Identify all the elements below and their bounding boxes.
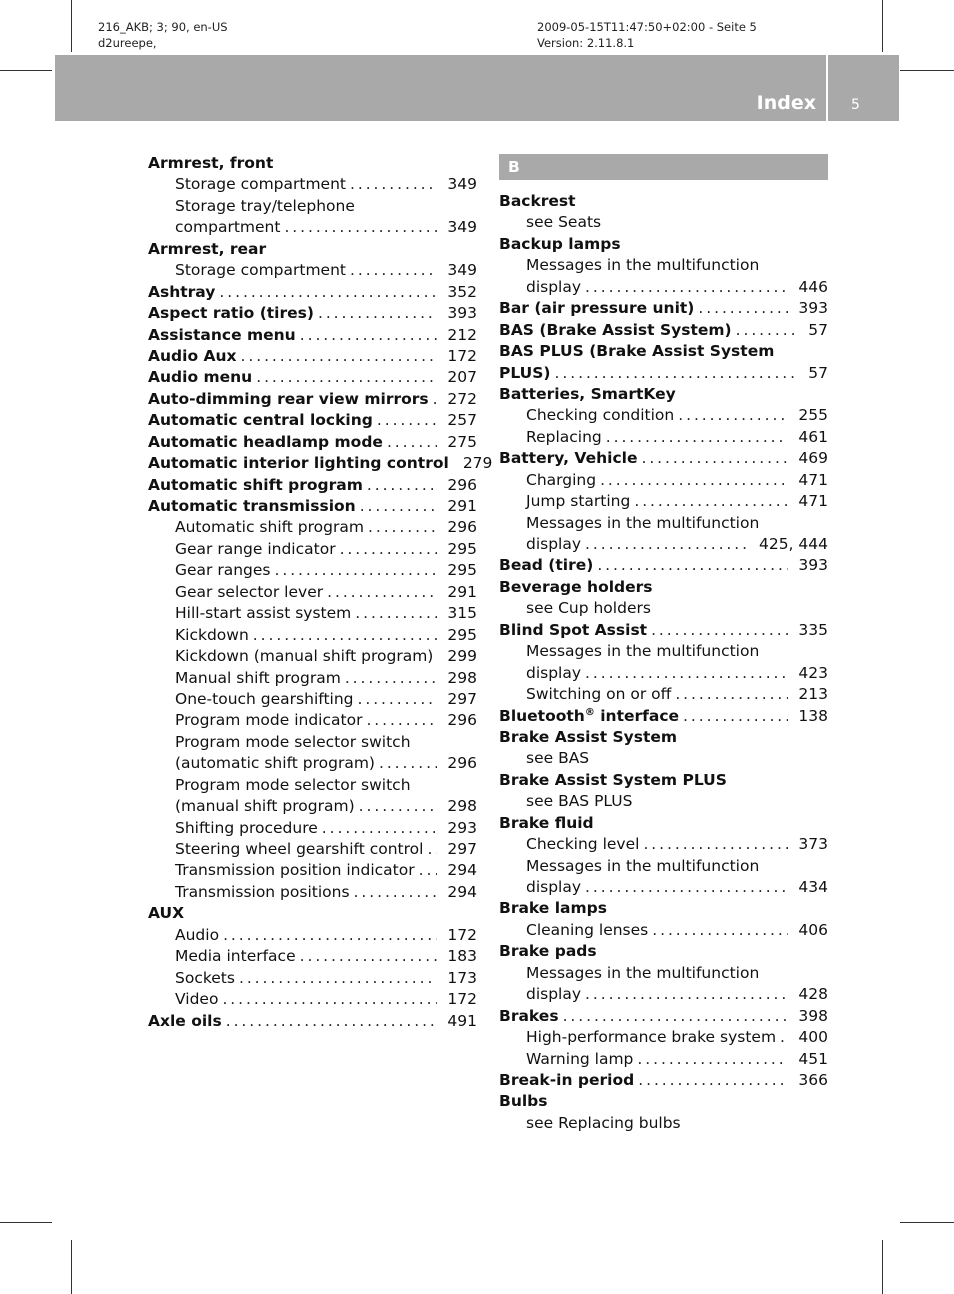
page-reference: 172 (447, 346, 477, 365)
index-subentry (148, 668, 477, 689)
page-reference: 173 (447, 968, 477, 987)
page-reference: 393 (798, 299, 828, 318)
page-reference: 295 (447, 561, 477, 580)
index-column-left (148, 153, 493, 1032)
page-reference: 213 (798, 685, 828, 704)
dot-leader (651, 620, 788, 641)
page-reference: 298 (447, 797, 477, 816)
dot-leader (585, 534, 749, 555)
crop-mark (882, 1240, 883, 1294)
entry-term: Automatic shift program (148, 475, 363, 494)
index-subentry (148, 689, 477, 710)
page-reference: 349 (447, 261, 477, 280)
dot-leader (563, 1006, 789, 1027)
index-subentry (148, 968, 477, 989)
index-subentry (499, 470, 828, 491)
page-reference: 296 (447, 711, 477, 730)
dot-leader (275, 560, 438, 581)
entry-term: Checking condition (526, 406, 675, 425)
crop-mark (900, 70, 954, 71)
index-subentry (148, 946, 477, 967)
entry-term: High-performance brake system (526, 1028, 777, 1047)
page-reference: 291 (447, 582, 477, 601)
index-subentry (148, 603, 477, 624)
index-entry: Armrest, front (148, 154, 274, 172)
page-reference: 57 (808, 363, 828, 382)
entry-term: Storage compartment (175, 261, 346, 280)
index-subentry: Messages in the multifunction (526, 513, 760, 532)
index-entry: Batteries, SmartKey (499, 384, 676, 403)
dot-leader (368, 517, 437, 538)
page-reference: 296 (447, 475, 477, 494)
index-subentry (148, 217, 477, 238)
entry-term: Automatic headlamp mode (148, 432, 383, 451)
dot-leader (241, 346, 438, 367)
index-subentry (499, 984, 828, 1005)
entry-term: Transmission position indicator (175, 861, 415, 880)
crop-mark (882, 0, 883, 52)
index-subentry: Messages in the multifunction (526, 963, 760, 982)
page-reference: 461 (798, 427, 828, 446)
index-entry (148, 496, 477, 517)
index-subentry: Program mode selector switch (175, 775, 411, 794)
dot-leader (222, 989, 437, 1010)
entry-term: Checking level (526, 835, 640, 854)
index-entry: Armrest, rear (148, 239, 267, 258)
page-reference: 172 (447, 990, 477, 1009)
entry-term: Automatic shift program (175, 518, 364, 537)
index-subentry: Storage tray/telephone (175, 196, 355, 215)
entry-term-part: interface (594, 706, 680, 725)
print-meta-right (537, 19, 757, 51)
dot-leader (318, 303, 437, 324)
index-subentry: Messages in the multifunction (526, 256, 760, 275)
dot-leader (360, 496, 438, 517)
index-entry: Brake Assist System (499, 727, 678, 746)
crop-mark (0, 70, 52, 71)
page-reference: 423 (798, 663, 828, 682)
index-subentry (148, 517, 477, 538)
entry-term: Axle oils (148, 1011, 222, 1030)
index-entry: Brake fluid (499, 813, 594, 832)
dot-leader (367, 475, 438, 496)
entry-term: Brakes (499, 1006, 559, 1025)
page-reference: 293 (447, 818, 477, 837)
crop-mark (71, 0, 72, 52)
page-reference: 471 (798, 492, 828, 511)
dot-leader (327, 582, 437, 603)
entry-term: Gear selector lever (175, 582, 324, 601)
index-subentry (499, 834, 828, 855)
page-number: 5 (851, 97, 860, 113)
entry-term: display (526, 985, 582, 1004)
entry-term: display (526, 663, 582, 682)
dot-leader (698, 298, 788, 319)
entry-term: display (526, 277, 582, 296)
entry-term: Switching on or off (526, 685, 672, 704)
page-reference: 469 (798, 449, 828, 468)
index-entry: Brake pads (499, 942, 597, 961)
page-reference: 425, 444 (758, 535, 828, 553)
entry-term: Warning lamp (526, 1049, 634, 1068)
index-subentry (499, 877, 828, 898)
page-reference: 138 (798, 706, 828, 725)
entry-term: Media interface (175, 947, 296, 966)
meta-line: 216_AKB; 3; 90, en-US (98, 20, 228, 34)
entry-term: Auto-dimming rear view mirrors (148, 389, 429, 408)
index-subentry (148, 560, 477, 581)
index-subentry (148, 582, 477, 603)
entry-term: Jump starting (526, 492, 631, 511)
page-reference: 294 (447, 861, 477, 880)
entry-term: Steering wheel gearshift control (175, 840, 424, 858)
index-subentry (499, 427, 828, 448)
crop-mark (71, 1240, 72, 1294)
entry-term: Kickdown (manual shift program) (175, 647, 434, 666)
index-entry: BAS PLUS (Brake Assist System (499, 342, 775, 361)
dot-leader (355, 603, 437, 624)
meta-line: 2009-05-15T11:47:50+02:00 - Seite 5 (537, 20, 757, 34)
entry-term: Gear range indicator (175, 539, 336, 558)
index-subentry (499, 1049, 828, 1070)
entry-term: Automatic central locking (148, 411, 373, 430)
page-reference: 291 (447, 497, 477, 515)
index-entry (148, 432, 477, 453)
entry-term: PLUS) (499, 363, 551, 382)
dot-leader (219, 282, 437, 303)
index-subentry (148, 753, 477, 774)
index-entry (148, 303, 477, 324)
index-subentry (499, 684, 828, 705)
entry-term: Cleaning lenses (526, 920, 649, 939)
entry-term: Bar (air pressure unit) (499, 299, 695, 318)
index-subentry (148, 818, 477, 839)
index-entry (499, 555, 828, 576)
entry-term: Blind Spot Assist (499, 620, 648, 639)
index-subentry: see Cup holders (526, 599, 651, 618)
page-reference: 400 (798, 1028, 828, 1047)
index-entry: Backrest (499, 192, 576, 210)
index-entry (148, 410, 477, 431)
page-reference: 335 (798, 620, 828, 639)
index-entry: Brake lamps (499, 899, 607, 918)
index-subentry: see Replacing bulbs (526, 1113, 681, 1132)
page-reference: 352 (447, 282, 477, 301)
index-entry (148, 367, 477, 388)
dot-leader (358, 689, 438, 710)
entry-term: Transmission positions (175, 882, 350, 901)
entry-term: Automatic interior lighting control (148, 454, 449, 473)
index-entries (499, 191, 828, 1134)
index-subentry: see Seats (526, 213, 602, 232)
index-entry (148, 325, 477, 346)
dot-leader (322, 818, 438, 839)
dot-leader (239, 968, 437, 989)
meta-line: d2ureepe, (98, 36, 157, 50)
entry-term: Sockets (175, 968, 235, 987)
dot-leader (637, 1049, 788, 1070)
index-entry (499, 706, 828, 727)
entry-term: display (526, 878, 582, 896)
page-reference: 393 (447, 304, 477, 323)
dot-leader (419, 860, 438, 881)
dot-leader (597, 555, 788, 576)
page-reference: 295 (447, 625, 477, 644)
page-reference: 172 (447, 925, 477, 944)
dot-leader (638, 1070, 788, 1091)
page-reference: 315 (447, 604, 477, 623)
dot-leader (652, 920, 788, 941)
dot-leader (379, 753, 437, 774)
page-reference: 297 (447, 689, 477, 708)
index-entry (148, 475, 477, 496)
index-subentry: Program mode selector switch (175, 732, 411, 751)
index-subentry (148, 260, 477, 281)
dot-leader (223, 925, 437, 946)
index-entry (499, 448, 828, 469)
index-subentry (499, 277, 828, 298)
index-entry: Backup lamps (499, 234, 621, 253)
dot-leader (585, 877, 788, 898)
page-reference: 366 (798, 1070, 828, 1089)
page-reference: 255 (798, 406, 828, 425)
page-reference: 471 (798, 470, 828, 489)
entry-term-part: Bluetooth (499, 706, 585, 725)
page-reference: 491 (447, 1011, 477, 1030)
dot-leader (585, 277, 788, 298)
dot-leader (253, 625, 438, 646)
entry-term: (manual shift program) (175, 797, 355, 816)
entry-term: Assistance menu (148, 325, 296, 344)
index-subentry (499, 920, 828, 941)
entry-term: Break-in period (499, 1070, 635, 1089)
dot-leader (683, 706, 788, 727)
dot-leader (641, 448, 788, 469)
page-reference: 446 (798, 277, 828, 296)
entry-term: Video (175, 990, 219, 1009)
page-reference: 295 (447, 539, 477, 558)
index-entry (148, 1011, 477, 1032)
index-subentry (499, 534, 828, 555)
entry-term: display (526, 535, 582, 553)
index-subentry (148, 989, 477, 1010)
index-subentry (148, 796, 477, 817)
index-subentry: Messages in the multifunction (526, 642, 760, 661)
entry-term: (automatic shift program) (175, 754, 375, 773)
entry-term: Bead (tire) (499, 556, 594, 575)
entry-term: Charging (526, 470, 597, 489)
entry-term: Storage compartment (175, 175, 346, 194)
index-entry (499, 363, 828, 384)
dot-leader (643, 834, 788, 855)
page-reference: 297 (447, 840, 477, 858)
page-reference: 294 (447, 882, 477, 901)
letter-heading: B (499, 154, 828, 180)
index-entry (148, 389, 477, 410)
dot-leader (678, 405, 788, 426)
page-reference: 398 (798, 1006, 828, 1025)
entry-term: Program mode indicator (175, 711, 363, 730)
entry-term: Audio menu (148, 368, 253, 387)
page-reference: 373 (798, 835, 828, 854)
index-entry: AUX (148, 904, 185, 923)
crop-mark (900, 1222, 954, 1223)
page-reference: 279 (462, 454, 493, 473)
page-reference: 296 (447, 754, 477, 773)
index-entry: Brake Assist System PLUS (499, 770, 727, 789)
page-reference: 183 (447, 947, 477, 966)
page-reference: 349 (447, 218, 477, 237)
dot-leader (427, 839, 437, 860)
crop-mark (0, 1222, 52, 1223)
page-reference: 207 (447, 368, 477, 387)
registered-mark: ® (584, 706, 595, 718)
index-subentry (148, 839, 477, 860)
entry-term (499, 706, 679, 727)
entry-term: Aspect ratio (tires) (148, 304, 314, 323)
dot-leader (350, 174, 437, 195)
index-subentry (148, 925, 477, 946)
page-reference: 434 (798, 878, 828, 896)
dot-leader (585, 663, 788, 684)
section-title: Index (756, 92, 816, 114)
index-subentry (148, 882, 477, 903)
entry-term: BAS (Brake Assist System) (499, 320, 732, 339)
page-reference: 275 (447, 432, 477, 451)
index-entry (499, 620, 828, 641)
entry-term: Ashtray (148, 282, 216, 301)
index-entry: Beverage holders (499, 577, 653, 596)
entry-term: Hill-start assist system (175, 604, 352, 623)
print-meta-left (98, 19, 228, 51)
dot-leader (675, 684, 788, 705)
page-reference: 428 (798, 985, 828, 1004)
dot-leader (736, 320, 799, 341)
page-reference: 406 (798, 920, 828, 939)
index-subentry: Messages in the multifunction (526, 856, 760, 875)
dot-leader (634, 491, 788, 512)
dot-leader (555, 363, 799, 384)
dot-leader (600, 470, 788, 491)
dot-leader (284, 217, 437, 238)
meta-line: Version: 2.11.8.1 (537, 36, 635, 50)
entry-term: Shifting procedure (175, 818, 318, 837)
index-subentry (148, 625, 477, 646)
index-entry (148, 453, 493, 474)
dot-leader (300, 325, 438, 346)
dot-leader (226, 1011, 438, 1032)
page-reference: 272 (447, 389, 477, 408)
dot-leader (350, 260, 437, 281)
dot-leader (354, 882, 438, 903)
index-entry (499, 298, 828, 319)
page-reference: 57 (808, 320, 828, 339)
index-column-right (499, 154, 828, 1134)
entry-term: Manual shift program (175, 668, 341, 687)
dot-leader (359, 796, 438, 817)
entry-term: Audio (175, 925, 220, 944)
index-entry (148, 282, 477, 303)
index-subentry: see BAS (526, 749, 590, 768)
entry-term: compartment (175, 218, 281, 237)
index-entry (499, 1070, 828, 1091)
index-subentry (499, 405, 828, 426)
dot-leader (345, 668, 438, 689)
index-subentry: see BAS PLUS (526, 792, 633, 811)
index-entry (499, 320, 828, 341)
page-reference: 299 (447, 647, 477, 666)
dot-leader (377, 410, 438, 431)
index-entry (499, 1006, 828, 1027)
page-reference: 212 (447, 325, 477, 344)
dot-leader (340, 539, 438, 560)
index-subentry (499, 1027, 828, 1048)
dot-leader (780, 1027, 788, 1048)
entry-term: Kickdown (175, 625, 249, 644)
dot-leader (300, 946, 438, 967)
dot-leader (387, 432, 437, 453)
dot-leader (256, 367, 437, 388)
index-subentry (148, 174, 477, 195)
page-reference: 298 (447, 668, 477, 687)
index-subentry (499, 491, 828, 512)
page-reference: 451 (798, 1049, 828, 1068)
page-reference: 257 (447, 411, 477, 430)
entry-term: Battery, Vehicle (499, 449, 638, 468)
page-reference: 296 (447, 518, 477, 537)
entry-term: Gear ranges (175, 561, 271, 580)
page-reference: 393 (798, 556, 828, 575)
dot-leader (366, 710, 437, 731)
entry-term: Audio Aux (148, 346, 237, 365)
entry-term: Automatic transmission (148, 497, 356, 515)
index-entry (148, 346, 477, 367)
entry-term: One-touch gearshifting (175, 689, 354, 708)
page-reference: 349 (447, 175, 477, 194)
dot-leader (585, 984, 788, 1005)
index-subentry (499, 663, 828, 684)
index-entry: Bulbs (499, 1092, 548, 1111)
index-subentry (148, 710, 477, 731)
dot-leader (606, 427, 789, 448)
dot-leader (433, 389, 438, 410)
index-subentry (148, 539, 477, 560)
index-subentry (148, 646, 477, 667)
index-subentry (148, 860, 477, 881)
entry-term: Replacing (526, 427, 602, 446)
